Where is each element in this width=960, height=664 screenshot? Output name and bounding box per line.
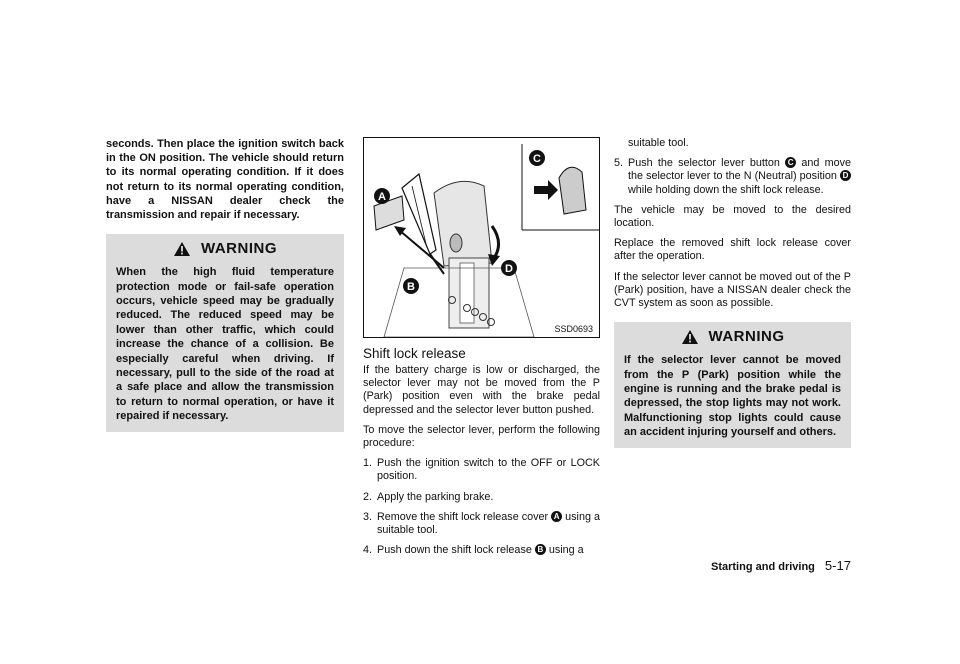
step-2: 2. Apply the parking brake. [363,490,494,503]
warning-box-2 [614,322,851,447]
ref-b: B [535,544,546,555]
step-3: 3. Remove the shift lock release cover A using a suitable tool. [363,510,600,537]
label-c [529,150,545,166]
shift-lock-illustration [364,138,599,337]
step-4-continued: suitable tool. [628,137,689,149]
page-number: 5-17 [824,558,851,573]
section-heading: Shift lock release [363,346,466,361]
procedure-intro: To move the selector lever, perform the following procedure: [363,423,600,450]
warning-title: WARNING [708,328,785,346]
warning-title: WARNING [201,240,277,258]
svg-text:A: A [378,191,386,203]
step-5: 5. Push the selector lever button C and move the selector lever to the N (Neutral) position D while holding down the shift lock release. [614,157,852,196]
footer-section-name: Starting and driving [711,561,815,573]
svg-text:B: B [407,281,415,293]
shift-lock-figure [363,137,600,338]
warning-triangle-icon [681,329,699,345]
move-paragraph: The vehicle may be moved to the desired location. [614,203,851,230]
figure-code: SSD0693 [554,324,593,334]
ref-c: C [785,157,796,168]
svg-text:C: C [533,153,541,165]
ref-a: A [551,511,562,522]
replace-paragraph: Replace the removed shift lock release cover after the operation. [614,237,851,263]
warning-header [116,240,334,257]
ref-d: D [840,170,851,181]
svg-text:D: D [505,263,513,275]
middle-column [363,137,600,564]
step-1: 1. Push the ignition switch to the OFF or LOCK position. [363,457,600,483]
shift-lock-intro: If the battery charge is low or discharged, the selector lever may not be moved from the P (Park) position even with the brake pedal depressed and the selector lever button pushed. [363,364,600,416]
label-a [374,188,390,204]
left-column [106,137,344,432]
dealer-paragraph: If the selector lever cannot be moved out of the P (Park) position, have a NISSAN dealer check the CVT system as soon as possible. [614,270,851,310]
intro-paragraph: seconds. Then place the ignition switch back in the ON position. The vehicle should return to its normal operating condition. If it does not return to its normal operating condition, have a NISSAN dealer check the transmission and repair if necessary. [106,138,344,222]
page-footer [711,558,851,573]
warning-header [624,328,841,345]
warning-body: If the selector lever cannot be moved from the P (Park) position while the engine is running and the brake pedal is depressed, the stop lights may not work. Malfunctioning stop lights could cause an accident injuring yourself and others. [624,354,841,439]
label-b [403,278,419,294]
warning-body: When the high fluid temperature protection mode or fail-safe operation occurs, vehicle speed may be gradually reduced. The reduced speed may be lower than other traffic, which could increase the chance of a collision. Be especially careful when driving. If necessary, pull to the side of the road at a safe place and allow the transmission to return to normal operation, or have it repaired if necessary. [116,266,334,423]
warning-triangle-icon [173,241,191,257]
right-column [614,137,851,448]
warning-box-1 [106,234,344,431]
step-4: 4. Push down the shift lock release B using a [363,544,584,557]
label-d [501,260,517,276]
